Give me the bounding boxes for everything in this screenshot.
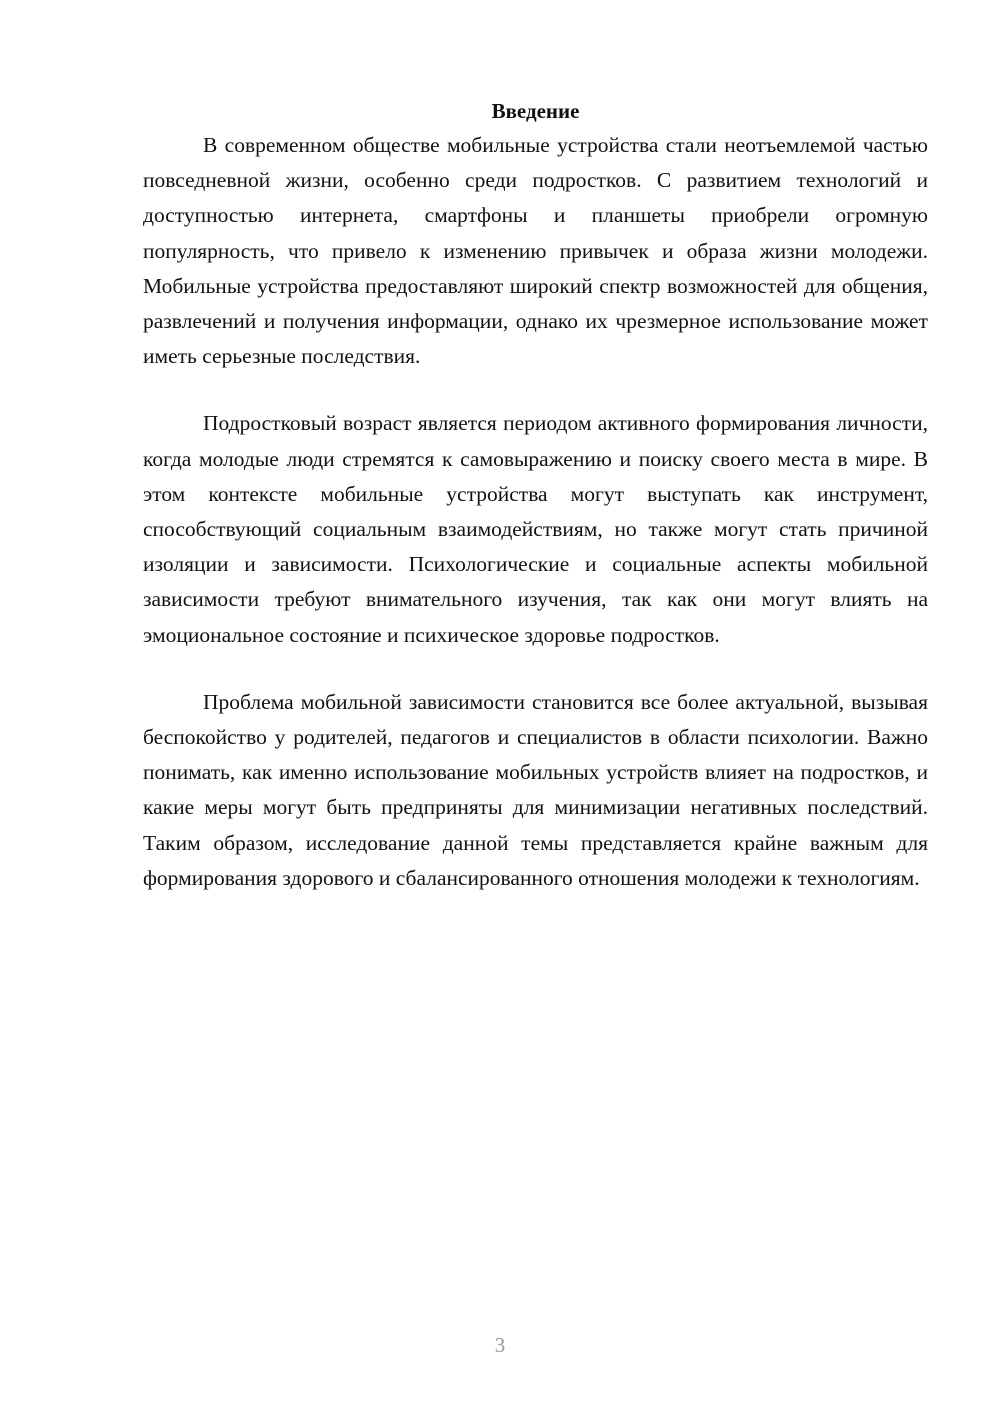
paragraph-2: Подростковый возраст является периодом активного формирования личности, когда молодые люди стремятся к самовыражению и поиску своего места в мире. В этом контексте мобильные устройства могут выступать как инструмент, способствующий социальным взаимодействиям, но также могут стать причиной изоляции и зависимости. Психологические и социальные аспекты мобильной зависимости требуют внимательного изучения, так как они могут влиять на эмоциональное состояние и психическое здоровье подростков. (143, 411, 928, 647)
document-page (143, 96, 928, 928)
section-title: Введение (491, 99, 580, 123)
paragraph-3: Проблема мобильной зависимости становится все более актуальной, вызывая беспокойство у родителей, педагогов и специалистов в области психологии. Важно понимать, как именно использование мобильных устройств влияет на подростков, и какие меры могут быть предприняты для минимизации негативных последствий. Таким образом, исследование данной темы представляется крайне важным для формирования здорового и сбалансированного отношения молодежи к технологиям. (143, 689, 928, 890)
paragraph-1: В современном обществе мобильные устройства стали неотъемлемой частью повседневной жизни, особенно среди подростков. С развитием технологий и доступностью интернета, смартфоны и планшеты приобрели огромную популярность, что привело к изменению привычек и образа жизни молодежи. Мобильные устройства предоставляют широкий спектр возможностей для общения, развлечений и получения информации, однако их чрезмерное использование может иметь серьезные последствия. (143, 133, 928, 369)
page-number: 3 (494, 1333, 506, 1357)
